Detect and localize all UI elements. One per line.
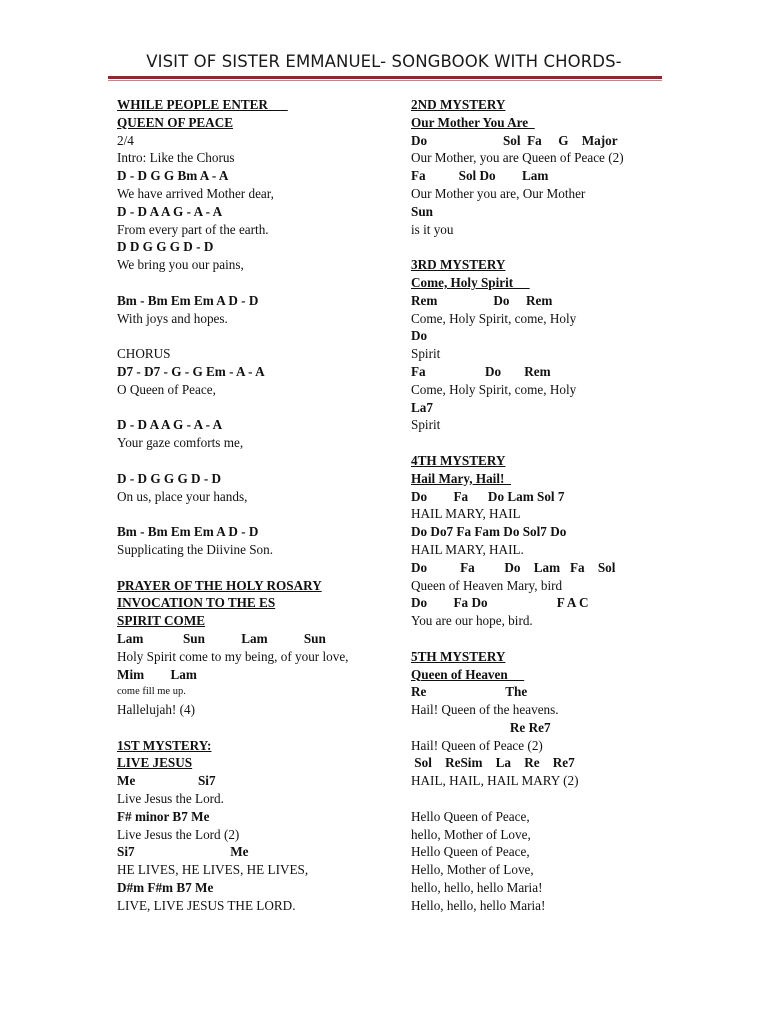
lyric-line: We have arrived Mother dear,	[117, 185, 274, 201]
blank-line	[117, 274, 387, 292]
lyric-line: HAIL MARY, HAIL.	[411, 541, 524, 557]
blank-line	[411, 790, 681, 808]
blank-line	[117, 719, 387, 737]
blank-line	[117, 452, 387, 470]
lyric-line: On us, place your hands,	[117, 488, 248, 504]
lyric-line: Our Mother, you are Queen of Peace (2)	[411, 150, 624, 166]
chord-line: Rem Do Rem	[411, 292, 553, 308]
section-heading: 2ND MYSTERY	[411, 97, 506, 112]
section-heading: Queen of Heaven	[411, 666, 525, 682]
section-heading: INVOCATION TO THE ES	[117, 595, 276, 611]
lyric-line: Queen of Heaven Mary, bird	[411, 577, 563, 593]
blank-line	[411, 630, 681, 648]
lyric-line: Your gaze comforts me,	[117, 435, 244, 451]
lyric-line: From every part of the earth.	[117, 221, 269, 237]
chord-line: Me Si7	[117, 773, 216, 789]
chord-line: D - D A A G - A - A	[117, 203, 223, 219]
blank-line	[117, 399, 387, 417]
section-heading: Come, Holy Spirit	[411, 274, 530, 290]
chord-line: Bm - Bm Em Em A D - D	[117, 292, 259, 308]
chord-line: Re The	[411, 684, 528, 700]
chord-line: Do Do7 Fa Fam Do Sol7 Do	[411, 524, 567, 540]
lyric-line: hello, Mother of Love,	[411, 826, 531, 842]
lyric-line: Hello, Mother of Love,	[411, 862, 534, 878]
chord-line: Fa Sol Do Lam	[411, 168, 549, 184]
blank-line	[411, 238, 681, 256]
chord-line: Re Re7	[411, 719, 551, 735]
title-divider-thin	[108, 80, 662, 81]
lyric-line: hello, hello, hello Maria!	[411, 880, 543, 896]
chord-line: Do Fa Do Lam Fa Sol	[411, 559, 616, 575]
section-heading: PRAYER OF THE HOLY ROSARY	[117, 577, 322, 593]
chord-line: Mim Lam	[117, 666, 197, 682]
chord-line: Do Sol Fa G Major	[411, 132, 618, 148]
lyric-line: Come, Holy Spirit, come, Holy	[411, 310, 577, 326]
section-heading: SPIRIT COME	[117, 613, 206, 629]
chord-line: D D G G G D - D	[117, 239, 214, 255]
section-heading: Hail Mary, Hail!	[411, 470, 511, 486]
lyric-line: HE LIVES, HE LIVES, HE LIVES,	[117, 862, 309, 878]
lyric-line: Spirit	[411, 417, 441, 433]
chord-line: D7 - D7 - G - G Em - A - A	[117, 363, 265, 379]
chord-line: F# minor B7 Me	[117, 808, 210, 824]
blank-line	[117, 559, 387, 577]
chord-line: Do	[411, 328, 428, 344]
lyric-line: Hallelujah! (4)	[117, 702, 195, 718]
blank-line	[117, 327, 387, 345]
chord-line: La7	[411, 399, 433, 415]
lyric-line: With joys and hopes.	[117, 310, 228, 326]
page-title: VISIT OF SISTER EMMANUEL- SONGBOOK WITH CHORDS-	[146, 52, 622, 71]
title-divider	[108, 76, 662, 79]
section-heading: QUEEN OF PEACE	[117, 114, 234, 130]
section-heading: 1ST MYSTERY:	[117, 737, 212, 753]
blank-line	[411, 434, 681, 452]
chord-line: Lam Sun Lam Sun	[117, 630, 326, 646]
lyric-line: Supplicating the Diivine Son.	[117, 541, 274, 557]
section-heading: Our Mother You Are	[411, 114, 535, 130]
lyric-line: Live Jesus the Lord.	[117, 791, 224, 807]
lyric-line: Live Jesus the Lord (2)	[117, 826, 240, 842]
chord-line: Fa Do Rem	[411, 363, 551, 379]
chord-line: Bm - Bm Em Em A D - D	[117, 524, 259, 540]
chord-line: D#m F#m B7 Me	[117, 880, 214, 896]
section-heading: 4TH MYSTERY	[411, 452, 506, 468]
chord-line: Sol ReSim La Re Re7	[411, 755, 575, 771]
right-column	[411, 96, 681, 915]
lyric-line: Hail! Queen of the heavens.	[411, 702, 559, 718]
chord-line: Sun	[411, 203, 434, 219]
lyric-line: You are our hope, bird.	[411, 613, 533, 629]
chord-line: Do Fa Do Lam Sol 7	[411, 488, 565, 504]
lyric-line: Our Mother you are, Our Mother	[411, 185, 586, 201]
blank-line	[117, 505, 387, 523]
chord-line: Si7 Me	[117, 844, 249, 860]
lyric-line: HAIL, HAIL, HAIL MARY (2)	[411, 773, 579, 789]
section-heading: 5TH MYSTERY	[411, 648, 506, 664]
lyric-line: Hail! Queen of Peace (2)	[411, 737, 543, 753]
lyric-line: We bring you our pains,	[117, 257, 244, 273]
lyric-line: Spirit	[411, 346, 441, 362]
lyric-line: Come, Holy Spirit, come, Holy	[411, 381, 577, 397]
lyric-line: Hello Queen of Peace,	[411, 844, 530, 860]
left-column	[117, 96, 387, 915]
lyric-line: HAIL MARY, HAIL	[411, 506, 521, 522]
lyric-line: come fill me up.	[117, 686, 186, 698]
lyric-line: Intro: Like the Chorus	[117, 150, 235, 166]
lyric-line: 2/4	[117, 132, 134, 148]
lyric-line: O Queen of Peace,	[117, 381, 216, 397]
lyric-line: Hello, hello, hello Maria!	[411, 897, 546, 913]
lyric-line: is it you	[411, 221, 454, 237]
section-heading: 3RD MYSTERY	[411, 257, 506, 273]
chord-line: Do Fa Do F A C	[411, 595, 589, 611]
chord-line: D - D G G Bm A - A	[117, 168, 229, 184]
chord-line: D - D G G G D - D	[117, 470, 222, 486]
lyric-line: LIVE, LIVE JESUS THE LORD.	[117, 897, 296, 913]
lyric-line: Hello Queen of Peace,	[411, 808, 530, 824]
section-heading: LIVE JESUS	[117, 755, 193, 771]
chord-line: D - D A A G - A - A	[117, 417, 223, 433]
lyric-line: Holy Spirit come to my being, of your love,	[117, 648, 349, 664]
section-heading: WHILE PEOPLE ENTER	[117, 97, 288, 112]
lyric-line: CHORUS	[117, 346, 171, 362]
